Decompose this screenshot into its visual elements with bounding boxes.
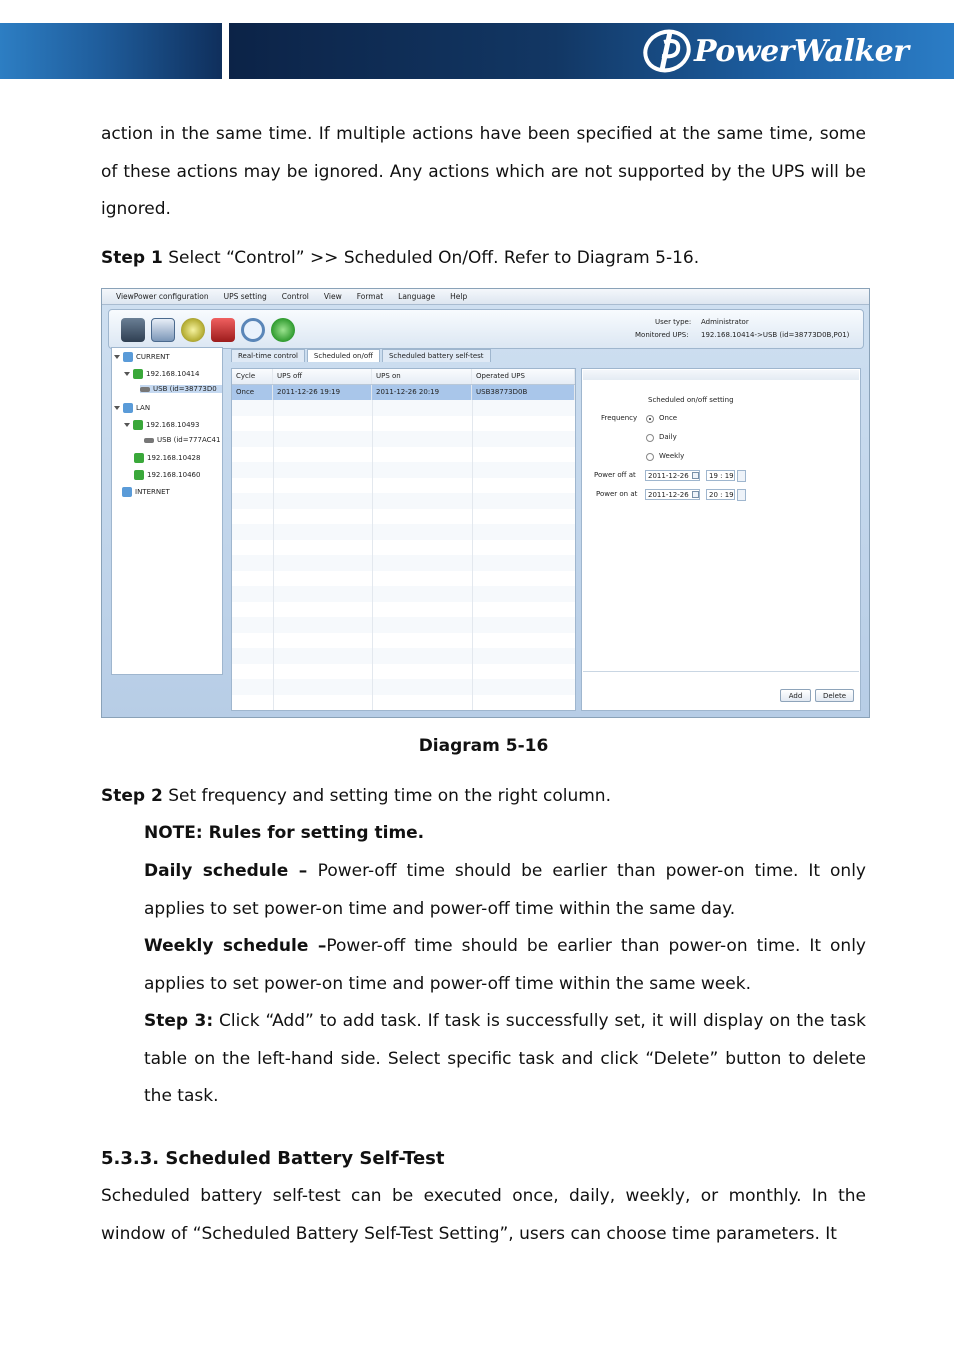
monitor-icon[interactable] xyxy=(121,318,145,342)
tree-node-lan-ip1[interactable] xyxy=(124,420,199,430)
panel-divider xyxy=(583,671,859,672)
table-row-empty[interactable] xyxy=(232,648,575,664)
powerwalker-logo xyxy=(640,27,909,75)
column-divider xyxy=(372,679,373,695)
column-divider xyxy=(273,555,274,571)
table-row-empty[interactable] xyxy=(232,617,575,633)
column-divider xyxy=(372,462,373,478)
column-divider xyxy=(472,462,473,478)
add-button[interactable]: Add xyxy=(780,689,811,702)
column-divider xyxy=(372,416,373,432)
cell-operated-ups: USB38773D0B xyxy=(472,385,575,401)
column-divider xyxy=(372,447,373,463)
step3-paragraph xyxy=(144,1003,866,1116)
date-value: 2011-12-26 xyxy=(648,472,689,480)
computer-icon xyxy=(133,369,143,379)
table-row-empty[interactable] xyxy=(232,509,575,525)
column-divider xyxy=(372,431,373,447)
menu-format[interactable]: Format xyxy=(356,292,384,301)
column-divider xyxy=(372,493,373,509)
table-row-empty[interactable] xyxy=(232,447,575,463)
radio-weekly[interactable] xyxy=(646,453,654,461)
table-row-empty[interactable] xyxy=(232,571,575,587)
date-value: 2011-12-26 xyxy=(648,491,689,499)
search-icon[interactable] xyxy=(241,318,265,342)
column-divider xyxy=(472,447,473,463)
step1-line xyxy=(101,240,866,278)
step2-text: Set frequency and setting time on the right column. xyxy=(162,786,611,806)
column-divider xyxy=(273,602,274,618)
power-off-time-field[interactable] xyxy=(706,470,735,481)
cell-cycle: Once xyxy=(232,385,273,401)
power-on-time-field[interactable] xyxy=(706,489,735,500)
column-divider xyxy=(372,664,373,680)
device-tree xyxy=(111,347,223,675)
tab-scheduled-battery-self-test[interactable]: Scheduled battery self-test xyxy=(382,349,491,362)
table-row-empty[interactable] xyxy=(232,664,575,680)
tree-node-current-usb[interactable] xyxy=(140,385,222,393)
table-header-row xyxy=(232,369,575,385)
panel-header-bar xyxy=(583,370,859,380)
tree-label: USB (id=777AC41 xyxy=(157,436,221,444)
app-toolbar xyxy=(108,309,864,349)
tree-node-lan-ip3[interactable] xyxy=(134,470,200,480)
tab-real-time-control[interactable]: Real-time control xyxy=(231,349,305,362)
column-divider xyxy=(273,679,274,695)
column-divider xyxy=(273,586,274,602)
step1-text: Select “Control” >> Scheduled On/Off. Refer to Diagram 5-16. xyxy=(162,248,700,268)
column-divider xyxy=(372,400,373,416)
column-divider xyxy=(472,524,473,540)
column-divider xyxy=(273,664,274,680)
column-divider xyxy=(273,462,274,478)
user-type-label: User type: xyxy=(655,318,692,326)
tree-label: INTERNET xyxy=(135,488,170,496)
column-divider xyxy=(273,478,274,494)
radio-once[interactable] xyxy=(646,415,654,423)
column-divider xyxy=(372,648,373,664)
tree-node-current-ip[interactable] xyxy=(124,369,199,379)
radio-weekly-label: Weekly xyxy=(659,452,685,460)
column-divider xyxy=(372,478,373,494)
column-divider xyxy=(472,555,473,571)
network-icon xyxy=(123,352,133,362)
cell-ups-on: 2011-12-26 20:19 xyxy=(372,385,472,401)
column-divider xyxy=(372,524,373,540)
tree-label: 192.168.10493 xyxy=(146,421,200,429)
column-divider xyxy=(472,602,473,618)
user-type-value: Administrator xyxy=(701,318,749,326)
tree-node-current[interactable] xyxy=(114,352,170,362)
step1-label: Step 1 xyxy=(101,248,163,268)
column-divider xyxy=(273,416,274,432)
column-divider xyxy=(273,633,274,649)
power-off-label: Power off at xyxy=(594,471,636,479)
step3-label: Step 3: xyxy=(144,1011,214,1031)
control-tabs xyxy=(231,349,493,362)
header-band-left xyxy=(0,23,222,79)
step2-line xyxy=(101,778,866,816)
column-header-ups-off[interactable]: UPS off xyxy=(273,369,372,384)
tree-node-internet[interactable] xyxy=(122,487,170,497)
daily-text: Power-off time should be earlier than power-on time. It only applies to set power-on time and power-off time within the same day. xyxy=(144,861,866,919)
refresh-icon[interactable] xyxy=(271,318,295,342)
section-heading: 5.3.3. Scheduled Battery Self-Test xyxy=(101,1148,445,1169)
tree-label: USB (id=38773D0 xyxy=(153,385,217,393)
column-divider xyxy=(472,648,473,664)
tree-node-lan-usb[interactable] xyxy=(144,436,220,444)
column-divider xyxy=(273,648,274,664)
tree-node-lan-ip2[interactable] xyxy=(134,453,200,463)
app-menubar xyxy=(102,289,869,305)
radio-daily-label: Daily xyxy=(659,433,677,441)
daily-schedule-paragraph xyxy=(144,853,866,928)
column-divider xyxy=(273,493,274,509)
column-divider xyxy=(472,431,473,447)
step2-label: Step 2 xyxy=(101,786,163,806)
diagram-caption: Diagram 5-16 xyxy=(418,736,549,756)
table-row-empty[interactable] xyxy=(232,524,575,540)
tree-label: 192.168.10460 xyxy=(147,471,201,479)
column-header-cycle[interactable]: Cycle xyxy=(232,369,273,384)
column-divider xyxy=(372,602,373,618)
setting-title: Scheduled on/off setting xyxy=(648,396,734,404)
tree-label: 192.168.10414 xyxy=(146,370,200,378)
column-divider xyxy=(472,571,473,587)
table-row-empty[interactable] xyxy=(232,431,575,447)
table-row-empty[interactable] xyxy=(232,400,575,416)
column-divider xyxy=(472,493,473,509)
time-spinner-icon[interactable] xyxy=(737,489,746,501)
column-divider xyxy=(372,555,373,571)
tree-node-lan[interactable] xyxy=(114,403,150,413)
frequency-label: Frequency xyxy=(601,414,638,422)
radio-once-label: Once xyxy=(659,414,678,422)
calendar-icon[interactable] xyxy=(692,491,699,498)
column-divider xyxy=(472,400,473,416)
column-divider xyxy=(472,416,473,432)
powerwalker-emblem-icon xyxy=(640,28,698,74)
column-divider xyxy=(273,695,274,711)
column-divider xyxy=(372,586,373,602)
step3-text: Click “Add” to add task. If task is successfully set, it will display on the task table on the left-hand side. Select specific task and click “Delete” button to delete the task. xyxy=(144,1011,866,1106)
table-row-empty[interactable] xyxy=(232,540,575,556)
tree-label: CURRENT xyxy=(136,353,170,361)
time-value: 19 : 19 xyxy=(709,472,734,480)
table-row-empty[interactable] xyxy=(232,555,575,571)
menu-viewpower-configuration[interactable]: ViewPower configuration xyxy=(116,292,209,301)
tree-label: LAN xyxy=(136,404,151,412)
column-divider xyxy=(273,431,274,447)
column-divider xyxy=(472,679,473,695)
column-divider xyxy=(273,571,274,587)
network-icon xyxy=(122,487,132,497)
column-divider xyxy=(273,617,274,633)
delete-button[interactable]: Delete xyxy=(815,689,854,702)
viewpower-screenshot xyxy=(101,288,870,718)
brand-name: PowerWalker xyxy=(694,33,909,69)
control-icon[interactable] xyxy=(181,318,205,342)
menu-view[interactable]: View xyxy=(323,292,342,301)
column-divider xyxy=(372,695,373,711)
column-divider xyxy=(472,540,473,556)
column-header-operated-ups[interactable]: Operated UPS xyxy=(472,369,575,384)
table-row-empty[interactable] xyxy=(232,695,575,711)
menu-ups-setting[interactable]: UPS setting xyxy=(223,292,267,301)
menu-language[interactable]: Language xyxy=(398,292,436,301)
schedule-setting-panel xyxy=(581,368,861,711)
table-row-empty[interactable] xyxy=(232,416,575,432)
weekly-label: Weekly schedule – xyxy=(144,936,327,956)
column-divider xyxy=(372,540,373,556)
column-divider xyxy=(472,664,473,680)
column-divider xyxy=(372,633,373,649)
paragraph-battery-self-test: Scheduled battery self-test can be executed once, daily, weekly, or monthly. In the window of “Scheduled Battery Self-Test Setting”, users can choose time parameters. It xyxy=(101,1186,866,1244)
task-table xyxy=(231,368,576,711)
computer-icon xyxy=(133,420,143,430)
column-divider xyxy=(273,400,274,416)
table-row-empty[interactable] xyxy=(232,679,575,695)
column-divider xyxy=(273,540,274,556)
weekly-text: Power-off time should be earlier than power-on time. It only applies to set power-on time and power-off time within the same week. xyxy=(144,936,866,994)
note-heading xyxy=(144,815,866,853)
column-divider xyxy=(472,617,473,633)
column-divider xyxy=(472,586,473,602)
paragraph-intro: action in the same time. If multiple actions have been specified at the same time, some of these actions may be ignored. Any actions which are not supported by the UPS will be ignored. xyxy=(101,124,866,219)
column-divider xyxy=(273,509,274,525)
column-divider xyxy=(472,478,473,494)
table-row-empty[interactable] xyxy=(232,602,575,618)
page-header xyxy=(0,23,954,79)
computer-icon xyxy=(134,470,144,480)
menu-help[interactable]: Help xyxy=(450,292,468,301)
table-row-empty[interactable] xyxy=(232,586,575,602)
column-header-ups-on[interactable]: UPS on xyxy=(372,369,472,384)
column-divider xyxy=(372,571,373,587)
configuration-icon[interactable] xyxy=(151,318,175,342)
time-spinner-icon[interactable] xyxy=(737,470,746,482)
table-row-empty[interactable] xyxy=(232,478,575,494)
monitored-ups-label: Monitored UPS: xyxy=(635,331,689,339)
radio-daily[interactable] xyxy=(646,434,654,442)
note-text: NOTE: Rules for setting time. xyxy=(144,823,425,843)
computer-icon xyxy=(134,453,144,463)
ups-icon[interactable] xyxy=(211,318,235,342)
usb-icon xyxy=(144,438,154,443)
column-divider xyxy=(273,447,274,463)
tab-scheduled-on-off[interactable]: Scheduled on/off xyxy=(307,349,380,362)
table-row-empty[interactable] xyxy=(232,493,575,509)
monitored-ups-value: 192.168.10414->USB (id=38773D0B,P01) xyxy=(701,331,850,339)
column-divider xyxy=(472,633,473,649)
column-divider xyxy=(372,509,373,525)
table-row-empty[interactable] xyxy=(232,462,575,478)
column-divider xyxy=(472,695,473,711)
daily-label: Daily schedule – xyxy=(144,861,318,881)
table-row[interactable] xyxy=(232,385,575,401)
column-divider xyxy=(472,509,473,525)
network-icon xyxy=(123,403,133,413)
menu-control[interactable]: Control xyxy=(281,292,309,301)
calendar-icon[interactable] xyxy=(692,472,699,479)
usb-icon xyxy=(140,387,150,392)
column-divider xyxy=(273,524,274,540)
cell-ups-off: 2011-12-26 19:19 xyxy=(273,385,372,401)
power-on-label: Power on at xyxy=(596,490,638,498)
time-value: 20 : 19 xyxy=(709,491,734,499)
table-row-empty[interactable] xyxy=(232,633,575,649)
column-divider xyxy=(372,617,373,633)
tree-label: 192.168.10428 xyxy=(147,454,201,462)
weekly-schedule-paragraph xyxy=(144,928,866,1003)
